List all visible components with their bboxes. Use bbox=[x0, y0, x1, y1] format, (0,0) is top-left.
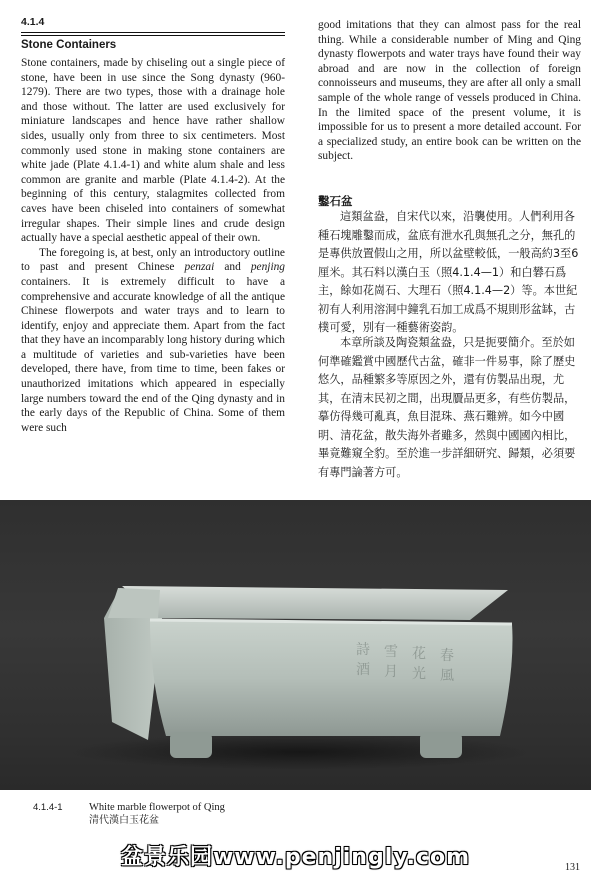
section-number: 4.1.4 bbox=[21, 16, 45, 28]
figure-caption-chinese-line bbox=[33, 814, 225, 827]
figure-caption bbox=[33, 801, 225, 827]
site-watermark: 盆景乐园www.penjingly.com bbox=[120, 845, 471, 870]
chinese-section-title: 鑿石盆 bbox=[318, 194, 353, 208]
section-rule-bottom bbox=[21, 35, 285, 36]
figure-caption-english: White marble flowerpot of Qing bbox=[89, 802, 225, 813]
term-penzai: penzai bbox=[184, 261, 215, 274]
figure-number: 4.1.4-1 bbox=[33, 802, 63, 813]
pot-front-face bbox=[150, 620, 513, 736]
figure-caption-english-line bbox=[33, 801, 225, 814]
english-paragraph-2-part-a: The foregoing is, at best, only an introductory outline to past and present Chinese bbox=[21, 246, 285, 274]
term-penjing: penjing bbox=[250, 261, 285, 274]
pot-left-rim bbox=[108, 588, 160, 618]
english-column-left bbox=[21, 56, 285, 435]
flowerpot-photo bbox=[0, 500, 591, 790]
page-number: 131 bbox=[565, 862, 580, 873]
inscription-column-8: 酒 bbox=[356, 662, 370, 678]
inscription-column-2: 風 bbox=[440, 668, 454, 684]
chinese-paragraph-2-block bbox=[318, 334, 580, 482]
marble-flowerpot-illustration bbox=[0, 500, 591, 790]
pot-foot-right bbox=[420, 732, 462, 758]
english-column-right bbox=[318, 18, 581, 164]
inscription-column-7: 詩 bbox=[356, 642, 370, 658]
english-paragraph-2-continued: good imitations that they can almost pass for the real thing. While a considerable number of Ming and Qing dynasty flowerpots and water trays have found their way abroad and are now in the collection of foreign connoisseurs and museums, they are after all only a small sample of the whole range of vessels produced in China. In the limited space of the present volume, it is impossible for us to present a more detailed account. For a specialized study, an entire book can be written on the subject. bbox=[318, 19, 581, 163]
english-paragraph-2 bbox=[21, 246, 285, 436]
figure-caption-chinese: 清代漢白玉花盆 bbox=[89, 815, 159, 826]
pot-foot-left bbox=[170, 732, 212, 758]
chinese-paragraph-1: 這類盆盎，自宋代以來，沿襲使用。人們利用各種石塊雕鑿而成，盆底有泄水孔與無孔之分，無孔的是專供放置假山之用，所以盆壁較低，一般高約3至6厘米。其石料以漢白玉（照4.1.4—1）和白礬石爲主，餘如花崗石、大理石（照4.1.4—2）等。本世紀初有人利用溶洞中鐘乳石加工成爲不規則形盆缽，古樸可愛，別有一種藝術姿韵。 bbox=[318, 210, 579, 334]
inscription-column-3: 花 bbox=[412, 646, 426, 662]
inscription-column-5: 雪 bbox=[384, 644, 398, 660]
english-paragraph-2-part-c: containers. It is extremely difficult to have a comprehensive and accurate knowledge of all the antique Chinese flowerpots and water trays and to learn to identify, enjoy and appreciate them. Apart from the fact that they have an incomparably long history during which a multitude of varieties and sub-varieties have been developed, there have, from time to time, been fakes or unauthorized imitations which appeared in especially large numbers toward the end of the Qing dynasty and in the early days of the Republic of China. Some of them were such bbox=[21, 275, 285, 434]
inscription-column-6: 月 bbox=[384, 664, 398, 680]
section-rule-top bbox=[21, 32, 285, 33]
english-paragraph-1: Stone containers, made by chiseling out a single piece of stone, have been in use since the Song dynasty (960-1279). There are two types, those with a drainage hole and those without. The latter are used exclusively for miniature landscapes and hence have rather shallow sides, usually only from three to six centimeters. Most commonly used stone in making stone containers are white jade (Plate 4.1.4-1) and white alum shale and less common are granite and marble (Plate 4.1.4-2). At the beginning of this century, stalagmites collected from caves have been chiseled into containers of somewhat irregular shapes. Their simple lines and crude design actually have a special aesthetic appeal of their own. bbox=[21, 57, 285, 245]
inscription-column-4: 光 bbox=[412, 666, 426, 682]
section-heading: Stone Containers bbox=[21, 39, 117, 51]
chinese-paragraph-1-block bbox=[318, 208, 580, 338]
english-paragraph-2-part-b: and bbox=[214, 261, 251, 274]
inscription-column-1: 春 bbox=[440, 648, 454, 664]
chinese-paragraph-2: 本章所談及陶瓷類盆盎，只是扼要簡介。至於如何準確鑑賞中國歷代古盆，確非一件易事，除了歷史悠久，品種繁多等原因之外，還有仿製品出現，尤其，在清末民初之間，出現贗品更多，有些仿製品，摹仿得幾可亂真，魚目混珠、燕石難辨。如今中國明、清花盆，散失海外者雖多，然與中國國內相比，畢竟難窺全豹。至於進一步詳細研究、歸類，必須要有專門論著方可。 bbox=[318, 336, 576, 479]
pot-inner-wall bbox=[122, 586, 508, 620]
